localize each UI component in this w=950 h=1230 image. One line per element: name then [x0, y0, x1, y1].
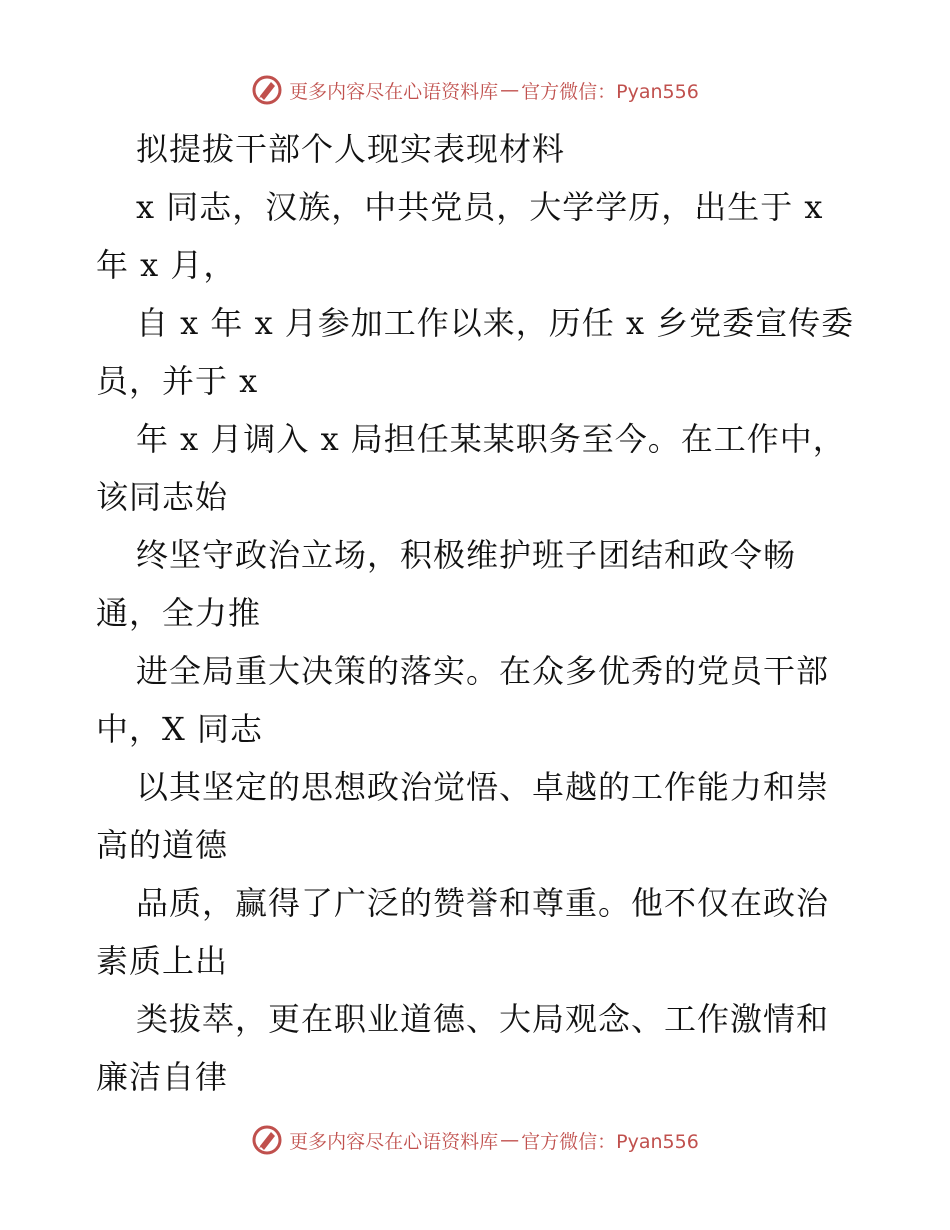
pen-nib-logo-icon: [251, 1124, 283, 1156]
text-line: 通，全力推: [96, 594, 262, 632]
text-line: 该同志始: [96, 478, 229, 516]
text-line: 廉洁自律: [96, 1058, 229, 1096]
header-watermark-banner: [0, 70, 950, 110]
text-line: 高的道德: [96, 826, 229, 864]
text-line: 素质上出: [96, 942, 229, 980]
text-line: 以其坚定的思想政治觉悟、卓越的工作能力和崇: [136, 768, 830, 806]
text-line: 员，并于 x: [96, 362, 259, 400]
watermark-text: 更多内容尽在心语资料库: [289, 80, 499, 103]
document-body: [96, 120, 856, 1106]
footer-watermark-banner: [0, 1120, 950, 1160]
text-line: 进全局重大决策的落实。在众多优秀的党员干部: [136, 652, 830, 690]
text-line: 中，X 同志: [96, 710, 263, 748]
text-line: 年 x 月，: [96, 246, 237, 284]
pen-nib-logo-icon: [251, 74, 283, 106]
watermark-contact: 官方微信：Pyan556: [521, 80, 699, 103]
watermark-separator: —: [500, 1129, 520, 1151]
text-line: 自 x 年 x 月参加工作以来，历任 x 乡党委宣传委: [136, 304, 855, 342]
text-line: 年 x 月调入 x 局担任某某职务至今。在工作中，: [136, 420, 846, 458]
text-line: x 同志，汉族，中共党员，大学学历，出生于 x: [136, 188, 824, 226]
watermark-text: 更多内容尽在心语资料库: [289, 1130, 499, 1153]
text-line: 类拔萃，更在职业道德、大局观念、工作激情和: [136, 1000, 830, 1038]
document-title: 拟提拔干部个人现实表现材料: [136, 130, 566, 168]
text-line: 终坚守政治立场，积极维护班子团结和政令畅: [136, 536, 797, 574]
watermark-separator: —: [500, 79, 520, 101]
watermark-contact: 官方微信：Pyan556: [521, 1130, 699, 1153]
text-line: 品质，赢得了广泛的赞誉和尊重。他不仅在政治: [136, 884, 830, 922]
